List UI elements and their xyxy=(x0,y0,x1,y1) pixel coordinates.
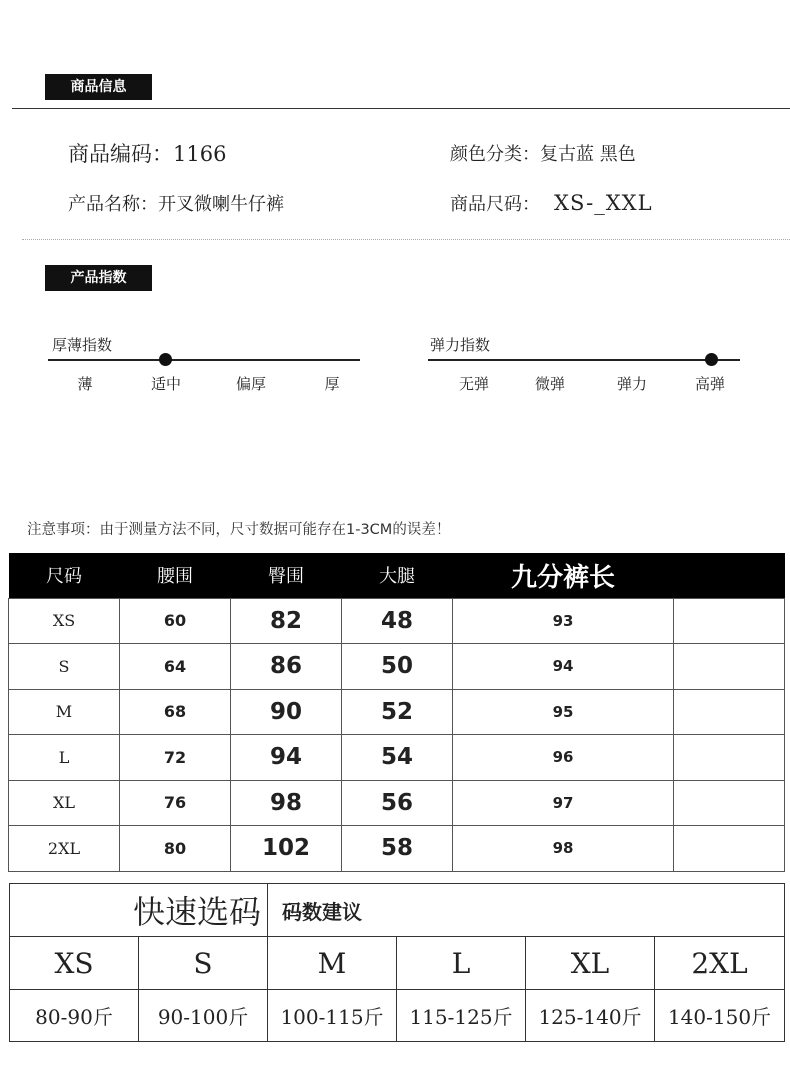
size-table-header xyxy=(9,553,785,598)
cell-hip: 98 xyxy=(231,780,342,826)
quick-weight-cell: 80-90斤 xyxy=(10,990,139,1042)
cell-size: XL xyxy=(9,780,120,826)
product-name xyxy=(68,190,284,216)
header-hip: 臀围 xyxy=(231,553,342,598)
cell-thigh: 48 xyxy=(342,598,453,644)
cell-thigh: 52 xyxy=(342,689,453,735)
header-waist: 腰围 xyxy=(120,553,231,598)
quick-select-table xyxy=(9,883,785,1042)
cell-waist: 64 xyxy=(120,644,231,690)
table-row xyxy=(9,735,785,781)
quick-size-cell: L xyxy=(397,937,526,990)
cell-thigh: 50 xyxy=(342,644,453,690)
color-category xyxy=(450,140,636,166)
thickness-scale-line xyxy=(48,359,360,361)
quick-weight-cell: 90-100斤 xyxy=(139,990,268,1042)
quick-size-cell: XL xyxy=(526,937,655,990)
cell-length: 98 xyxy=(453,826,674,872)
elasticity-label-slight: 微弹 xyxy=(534,375,565,393)
cell-thigh: 56 xyxy=(342,780,453,826)
header-size: 尺码 xyxy=(9,553,120,598)
quick-size-cell: M xyxy=(268,937,397,990)
elasticity-index-title: 弹力指数 xyxy=(430,336,491,354)
product-size xyxy=(450,190,653,216)
cell-waist: 60 xyxy=(120,598,231,644)
product-code-value: 1166 xyxy=(173,142,227,166)
product-size-label: 商品尺码： xyxy=(450,194,540,215)
cell-empty xyxy=(674,598,785,644)
header-thigh: 大腿 xyxy=(342,553,453,598)
quick-select-sizes xyxy=(10,937,785,990)
product-name-value: 开叉微喇牛仔裤 xyxy=(158,194,284,215)
table-row xyxy=(9,826,785,872)
cell-waist: 76 xyxy=(120,780,231,826)
header-length: 九分裤长 xyxy=(453,553,674,598)
cell-length: 93 xyxy=(453,598,674,644)
cell-empty xyxy=(674,644,785,690)
cell-empty xyxy=(674,689,785,735)
cell-length: 94 xyxy=(453,644,674,690)
header-empty xyxy=(674,553,785,598)
quick-weight-cell: 140-150斤 xyxy=(655,990,785,1042)
quick-weight-cell: 100-115斤 xyxy=(268,990,397,1042)
color-category-value: 复古蓝 黑色 xyxy=(540,144,636,165)
table-row xyxy=(9,780,785,826)
size-table xyxy=(8,553,785,872)
thickness-indicator-dot xyxy=(159,353,172,366)
elasticity-label-none: 无弹 xyxy=(458,375,489,393)
product-code xyxy=(68,138,226,168)
cell-thigh: 54 xyxy=(342,735,453,781)
elasticity-indicator-dot xyxy=(705,353,718,366)
cell-size: XS xyxy=(9,598,120,644)
cell-empty xyxy=(674,780,785,826)
thickness-label-thickish: 偏厚 xyxy=(235,375,266,393)
cell-thigh: 58 xyxy=(342,826,453,872)
dotted-divider xyxy=(22,239,790,240)
cell-hip: 94 xyxy=(231,735,342,781)
quick-weight-cell: 115-125斤 xyxy=(397,990,526,1042)
thickness-label-medium: 适中 xyxy=(150,375,181,393)
product-code-label: 商品编码： xyxy=(68,142,173,166)
cell-waist: 72 xyxy=(120,735,231,781)
thickness-index-title: 厚薄指数 xyxy=(52,336,113,354)
section-divider xyxy=(12,108,790,109)
cell-empty xyxy=(674,735,785,781)
quick-size-cell: 2XL xyxy=(655,937,785,990)
cell-length: 97 xyxy=(453,780,674,826)
color-category-label: 颜色分类： xyxy=(450,144,540,165)
size-advice-title: 码数建议 xyxy=(268,884,785,937)
table-row xyxy=(9,689,785,735)
cell-size: M xyxy=(9,689,120,735)
thickness-label-thin: 薄 xyxy=(77,375,93,393)
measurement-note: 注意事项：由于测量方法不同，尺寸数据可能存在1-3CM的误差！ xyxy=(27,522,451,538)
table-row xyxy=(9,598,785,644)
cell-length: 95 xyxy=(453,689,674,735)
cell-size: 2XL xyxy=(9,826,120,872)
cell-hip: 102 xyxy=(231,826,342,872)
cell-hip: 86 xyxy=(231,644,342,690)
cell-waist: 80 xyxy=(120,826,231,872)
quick-size-cell: XS xyxy=(10,937,139,990)
quick-select-title: 快速选码 xyxy=(10,884,268,937)
elasticity-label-high: 高弹 xyxy=(694,375,725,393)
product-size-value: XS-_XXL xyxy=(554,191,653,215)
cell-waist: 68 xyxy=(120,689,231,735)
quick-select-weights xyxy=(10,990,785,1042)
thickness-label-thick: 厚 xyxy=(324,375,340,393)
quick-weight-cell: 125-140斤 xyxy=(526,990,655,1042)
product-index-tag: 产品指数 xyxy=(45,265,152,291)
table-row xyxy=(9,644,785,690)
product-name-label: 产品名称： xyxy=(68,194,158,215)
cell-length: 96 xyxy=(453,735,674,781)
cell-size: S xyxy=(9,644,120,690)
cell-hip: 82 xyxy=(231,598,342,644)
elasticity-scale-line xyxy=(428,359,740,361)
quick-select-header xyxy=(10,884,785,937)
cell-size: L xyxy=(9,735,120,781)
elasticity-label-stretch: 弹力 xyxy=(616,375,647,393)
product-info-tag: 商品信息 xyxy=(45,74,152,100)
cell-hip: 90 xyxy=(231,689,342,735)
cell-empty xyxy=(674,826,785,872)
quick-size-cell: S xyxy=(139,937,268,990)
